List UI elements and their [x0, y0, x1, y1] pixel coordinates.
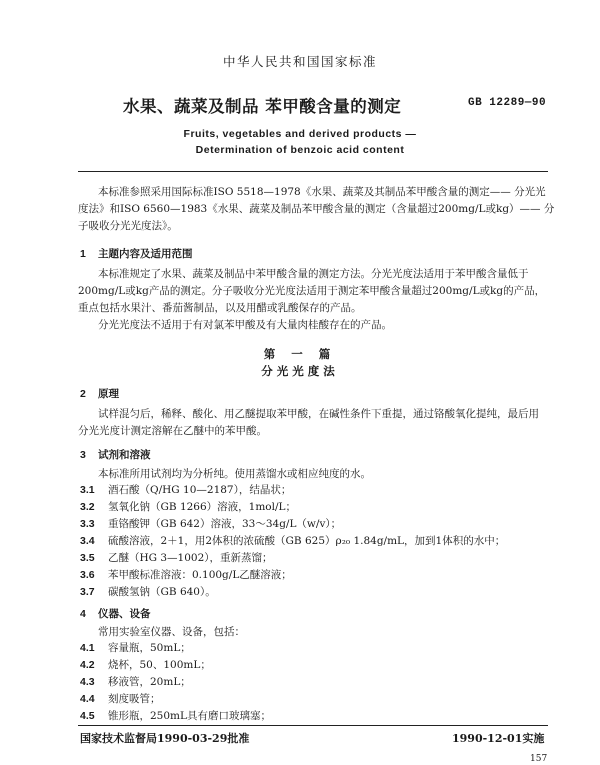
item-number: 4.5	[80, 710, 95, 722]
item-text: 刻度吸管；	[108, 693, 161, 705]
list-item	[80, 674, 191, 689]
item-text: 移液管，20mL；	[108, 676, 191, 688]
item-number: 3.7	[80, 586, 95, 598]
list-item	[80, 550, 273, 565]
country-standard-heading: 中华人民共和国国家标准	[222, 54, 377, 69]
bottom-divider	[78, 725, 548, 726]
section-1-p1-line-3: 重点包括水果汁、番茄酱制品，以及用醋或乳酸保存的产品。	[78, 302, 362, 314]
document-title: 水果、蔬菜及制品 苯甲酸含量的测定	[123, 97, 402, 116]
section-2-heading	[80, 386, 119, 401]
list-item	[80, 640, 191, 655]
intro-line-1: 本标准参照采用国际标准ISO 5518—1978《水果、蔬菜及其制品苯甲酸含量的测定—— 分光光	[98, 186, 546, 198]
list-item	[80, 691, 161, 706]
section-1-heading	[80, 246, 193, 261]
item-text: 氢氧化钠（GB 1266）溶液，1mol/L；	[108, 501, 296, 513]
english-title-line-1: Fruits, vegetables and derived products —	[183, 128, 417, 140]
part-label: 第 一 篇	[263, 347, 337, 361]
section-1-p1-line-2: 200mg/L或kg产品的测定。分子吸收分光光度法适用于测定苯甲酸含量超过200mg/L或kg的产品，	[78, 285, 546, 297]
intro-line-2: 度法》和ISO 6560—1983《水果、蔬菜及制品苯甲酸含量的测定（含量超过200mg/L或kg）—— 分	[78, 203, 555, 215]
item-number: 3.3	[80, 518, 95, 530]
section-1-p2: 分光光度法不适用于有对氯苯甲酸及有大量肉桂酸存在的产品。	[98, 319, 392, 331]
item-text: 锥形瓶，250mL具有磨口玻璃塞；	[108, 710, 271, 722]
page-number: 157	[530, 754, 548, 764]
effective-date: 1990-12-01实施	[452, 732, 545, 745]
section-4-heading	[80, 606, 151, 621]
item-text: 重铬酸钾（GB 642）溶液，33～34g/L（w/v）；	[108, 518, 342, 530]
part-subtitle: 分光光度法	[261, 364, 339, 378]
section-title: 仪器、设备	[98, 608, 151, 620]
list-item	[80, 708, 271, 723]
item-number: 3.6	[80, 569, 95, 581]
section-4-intro: 常用实验室仪器、设备，包括：	[98, 626, 245, 638]
section-3-intro: 本标准所用试剂均为分析纯。使用蒸馏水或相应纯度的水。	[98, 468, 371, 480]
item-number: 3.5	[80, 552, 95, 564]
section-title: 主题内容及适用范围	[98, 248, 193, 260]
intro-line-3: 子吸收分光光度法》。	[78, 220, 178, 232]
section-3-heading	[80, 447, 151, 462]
list-item	[80, 567, 292, 582]
section-title: 原理	[98, 388, 119, 400]
item-number: 4.1	[80, 642, 95, 654]
section-1-p1-line-1: 本标准规定了水果、蔬菜及制品中苯甲酸含量的测定方法。分光光度法适用于苯甲酸含量低于	[98, 268, 529, 280]
item-number: 4.2	[80, 659, 95, 671]
list-item	[80, 584, 216, 599]
section-number: 2	[80, 388, 86, 400]
item-text: 碳酸氢钠（GB 640）。	[108, 586, 216, 598]
item-text: 乙醚（HG 3—1002），重新蒸馏；	[108, 552, 273, 564]
list-item	[80, 533, 505, 548]
item-number: 3.2	[80, 501, 95, 513]
section-2-line-1: 试样混匀后，稀释、酸化、用乙醚提取苯甲酸，在碱性条件下重提，通过铬酸氧化提纯，最后用	[98, 408, 539, 420]
item-text: 苯甲酸标准溶液：0.100g/L乙醚溶液；	[108, 569, 292, 581]
item-number: 4.3	[80, 676, 95, 688]
list-item	[80, 499, 296, 514]
item-text: 硫酸溶液，2＋1，用2体积的浓硫酸（GB 625）ρ₂₀ 1.84g/mL，加到1体积的水中；	[108, 535, 506, 547]
standard-code: GB 12289—90	[468, 97, 547, 109]
section-title: 试剂和溶液	[98, 449, 151, 461]
english-title-line-2: Determination of benzoic acid content	[195, 144, 405, 156]
section-number: 3	[80, 449, 86, 461]
section-2-line-2: 分光光度计测定溶解在乙醚中的苯甲酸。	[78, 425, 267, 437]
item-text: 烧杯，50、100mL；	[108, 659, 211, 671]
top-divider	[78, 171, 548, 172]
list-item	[80, 482, 291, 497]
item-number: 3.1	[80, 484, 95, 496]
item-number: 3.4	[80, 535, 95, 547]
approval-date: 国家技术监督局1990-03-29批准	[80, 732, 250, 745]
list-item	[80, 516, 341, 531]
item-text: 容量瓶，50mL；	[108, 642, 191, 654]
item-text: 酒石酸（Q/HG 10—2187），结晶状；	[108, 484, 292, 496]
section-number: 1	[80, 248, 86, 260]
section-number: 4	[80, 608, 86, 620]
list-item	[80, 657, 211, 672]
item-number: 4.4	[80, 693, 95, 705]
